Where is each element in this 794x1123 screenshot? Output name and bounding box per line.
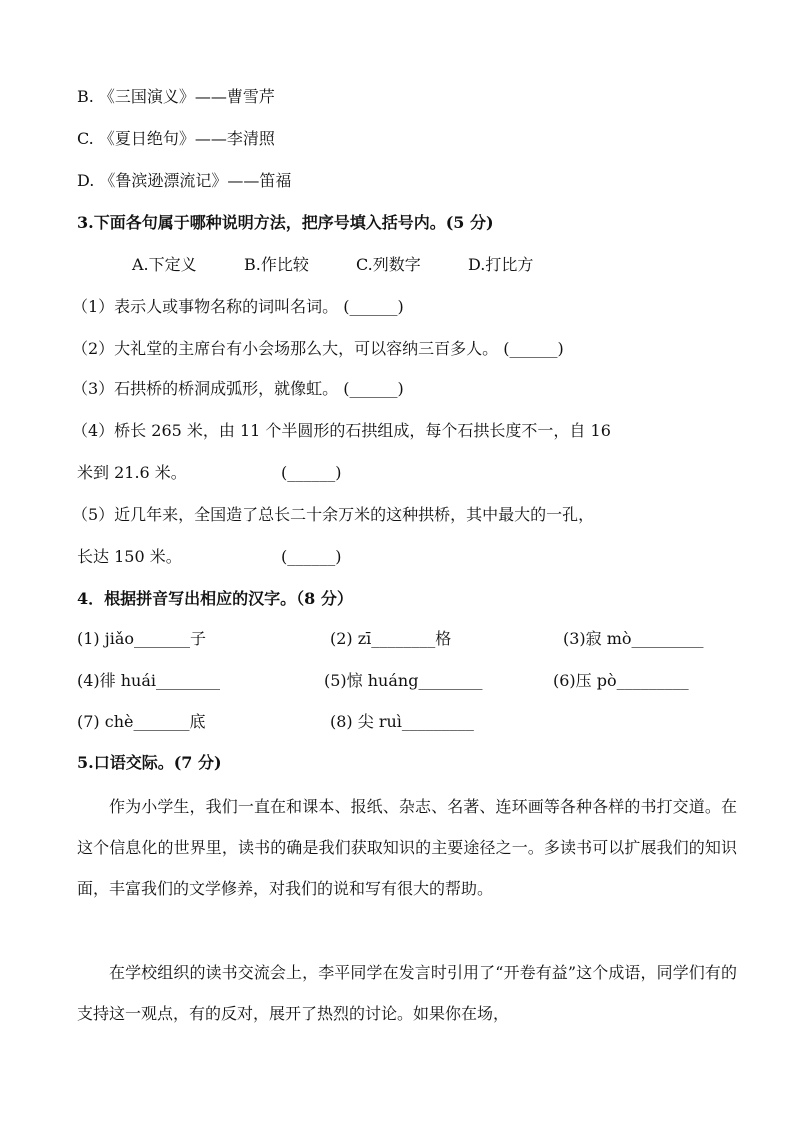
pinyin-item-8: (8) 尖 ruì_________ bbox=[330, 712, 474, 731]
choice-c: C.列数字 bbox=[356, 255, 421, 274]
pinyin-item-3: (3)寂 mò_________ bbox=[563, 629, 704, 648]
pinyin-item-7: (7) chè_______底 bbox=[77, 712, 206, 731]
question-3-item-1: （1）表示人或事物名称的词叫名词。 (______) bbox=[72, 297, 404, 316]
question-3-item-5b-text: 长达 150 米。 bbox=[77, 547, 182, 566]
question-3-item-2: （2）大礼堂的主席台有小会场那么大，可以容纳三百多人。 (______) bbox=[72, 339, 564, 358]
question-3-item-4a: （4）桥长 265 米，由 11 个半圆形的石拱组成，每个石拱长度不一，自 16 bbox=[72, 421, 611, 440]
question-3-item-4-blank: (______) bbox=[281, 463, 342, 482]
question-5-title: 5.口语交际。(7 分) bbox=[77, 753, 222, 772]
question-4-title: 4．根据拼音写出相应的汉字。（8 分） bbox=[77, 589, 353, 608]
choice-d: D.打比方 bbox=[468, 255, 534, 274]
option-d: D. 《鲁滨逊漂流记》——笛福 bbox=[77, 171, 292, 190]
pinyin-item-5: (5)惊 huáng________ bbox=[324, 671, 483, 690]
pinyin-item-6: (6)压 pò_________ bbox=[553, 671, 689, 690]
choice-b: B.作比较 bbox=[244, 255, 309, 274]
option-b: B. 《三国演义》——曹雪芹 bbox=[77, 87, 275, 106]
question-3-item-4b bbox=[77, 462, 754, 484]
question-3-item-3: （3）石拱桥的桥洞成弧形，就像虹。 (______) bbox=[72, 379, 404, 398]
pinyin-item-1: (1) jiǎo_______子 bbox=[77, 629, 207, 648]
question-5-paragraph-1: 作为小学生，我们一直在和课本、报纸、杂志、名著、连环画等各种各样的书打交道。在这个信息化的世界里，读书的确是我们获取知识的主要途径之一。多读书可以扩展我们的知识面，丰富我们的文学修养，对我们的说和写有很大的帮助。 bbox=[77, 797, 737, 898]
question-3-title: 3.下面各句属于哪种说明方法，把序号填入括号内。(5 分) bbox=[77, 213, 494, 232]
question-5-paragraph-2: 在学校组织的读书交流会上，李平同学在发言时引用了“开卷有益”这个成语，同学们有的支持这一观点，有的反对，展开了热烈的讨论。如果你在场， bbox=[77, 963, 737, 1023]
pinyin-item-2: (2) zī________格 bbox=[330, 629, 452, 648]
option-c: C. 《夏日绝句》——李清照 bbox=[77, 129, 275, 148]
question-3-item-5a: （5）近几年来，全国造了总长二十余万米的这种拱桥，其中最大的一孔， bbox=[72, 505, 595, 524]
question-3-item-5-blank: (______) bbox=[281, 547, 342, 566]
question-3-item-4b-text: 米到 21.6 米。 bbox=[77, 463, 187, 482]
pinyin-item-4: (4)徘 huái________ bbox=[77, 671, 221, 690]
choice-a: A.下定义 bbox=[132, 255, 197, 274]
question-3-item-5b bbox=[77, 546, 754, 568]
